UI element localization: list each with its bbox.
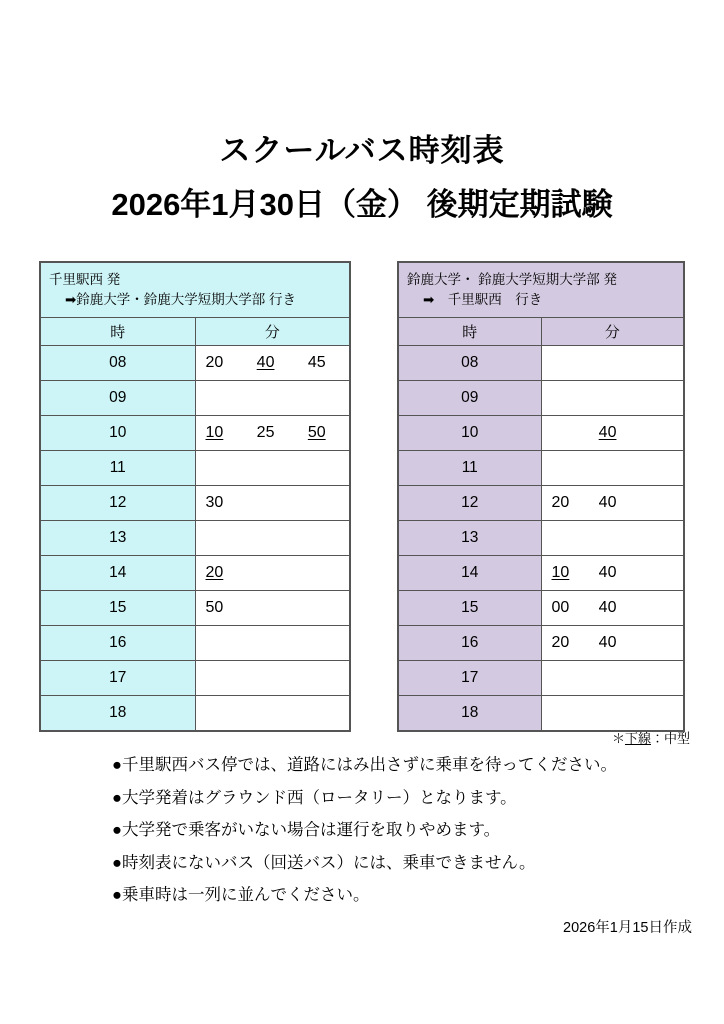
hour-cell: 14: [398, 556, 541, 591]
table-row: [40, 451, 350, 486]
note-item: ●大学発着はグラウンド西（ロータリー）となります。: [112, 788, 517, 807]
hour-cell: 08: [40, 346, 195, 381]
minute-slot: 20: [205, 564, 224, 581]
table-row: [40, 696, 350, 732]
table-row: [398, 486, 684, 521]
legend-footnote: [0, 728, 690, 747]
minutes-cell: [541, 556, 684, 591]
minute-slot: 40: [598, 634, 617, 651]
document-title-block: [0, 132, 724, 225]
page-subtitle: 2026年1月30日（金） 後期定期試験: [111, 186, 613, 222]
minutes-cell: [195, 661, 350, 696]
minutes-cell: [541, 486, 684, 521]
minutes-cell: [541, 381, 684, 416]
hour-cell: 10: [40, 416, 195, 451]
note-item: ●大学発で乗客がいない場合は運行を取りやめます。: [112, 821, 501, 839]
route-destination-label: ➡鈴鹿大学・鈴鹿大学短期大学部 行き: [65, 292, 297, 307]
minute-slot: 10: [205, 424, 224, 441]
hour-cell: 17: [398, 661, 541, 696]
minute-slot: 20: [205, 354, 224, 371]
table-row: [398, 521, 684, 556]
table-row: [398, 416, 684, 451]
hour-cell: 11: [40, 451, 195, 486]
route-origin-label: 鈴鹿大学・ 鈴鹿大学短期大学部 発: [407, 272, 618, 288]
route-destination-label: ➡ 千里駅西 行き: [423, 292, 543, 307]
minute-slot: 45: [307, 354, 326, 371]
hour-cell: 14: [40, 556, 195, 591]
table-row: [398, 661, 684, 696]
minute-slot: 25: [256, 424, 275, 441]
hour-cell: 08: [398, 346, 541, 381]
hour-cell: 15: [40, 591, 195, 626]
minutes-cell: [195, 626, 350, 661]
minute-slot: 50: [205, 599, 224, 616]
table-row: [40, 381, 350, 416]
table-header-row: [398, 262, 684, 318]
minute-slot: 40: [256, 354, 275, 371]
column-header-row: [398, 318, 684, 346]
hour-cell: 09: [398, 381, 541, 416]
table-row: [398, 556, 684, 591]
timetables-container: [39, 261, 685, 732]
hour-cell: 11: [398, 451, 541, 486]
minute-slot: 50: [307, 424, 326, 441]
note-item: ●千里駅西バス停では、道路にはみ出さずに乗車を待ってください。: [112, 756, 617, 774]
table-row: [40, 521, 350, 556]
notes-list: [112, 757, 712, 920]
minutes-cell: [195, 416, 350, 451]
minute-slot: 10: [551, 564, 570, 581]
route-header-outbound: [40, 262, 350, 318]
minute-slot: 40: [598, 564, 617, 581]
hour-cell: 13: [398, 521, 541, 556]
hour-cell: 18: [40, 696, 195, 732]
table-row: [40, 626, 350, 661]
minute-slot: 40: [598, 599, 617, 616]
created-date: 2026年1月15日作成: [563, 920, 692, 936]
table-row: [40, 416, 350, 451]
hour-cell: 13: [40, 521, 195, 556]
note-item: ●乗車時は一列に並んでください。: [112, 886, 370, 904]
minute-slot: 30: [205, 494, 224, 511]
column-header-minute: 分: [195, 318, 350, 346]
page-title: スクールバス時刻表: [219, 133, 505, 168]
column-header-hour: 時: [398, 318, 541, 346]
hour-cell: 17: [40, 661, 195, 696]
table-row: [398, 626, 684, 661]
column-header-hour: 時: [40, 318, 195, 346]
table-row: [40, 591, 350, 626]
route-header-inbound: [398, 262, 684, 318]
timetable-outbound: [39, 261, 351, 732]
minute-slot: 40: [598, 494, 617, 511]
minutes-cell: [541, 346, 684, 381]
minutes-cell: [541, 696, 684, 732]
minute-slot: 20: [551, 634, 570, 651]
minutes-cell: [195, 381, 350, 416]
footnote-suffix: ：中型: [650, 731, 690, 746]
minutes-cell: [195, 556, 350, 591]
minutes-cell: [541, 451, 684, 486]
minutes-cell: [195, 591, 350, 626]
minute-slot: 00: [551, 599, 570, 616]
footnote-prefix: ＊: [611, 731, 625, 746]
hour-cell: 09: [40, 381, 195, 416]
table-row: [398, 451, 684, 486]
hour-cell: 15: [398, 591, 541, 626]
minutes-cell: [195, 696, 350, 732]
minute-slot: 20: [551, 494, 570, 511]
minutes-cell: [195, 521, 350, 556]
hour-cell: 18: [398, 696, 541, 732]
minutes-cell: [541, 591, 684, 626]
hour-cell: 12: [40, 486, 195, 521]
table-row: [398, 346, 684, 381]
footnote-underline-term: 下線: [624, 731, 651, 746]
table-row: [40, 556, 350, 591]
minute-slot: 40: [598, 424, 617, 441]
hour-cell: 10: [398, 416, 541, 451]
hour-cell: 16: [40, 626, 195, 661]
hour-cell: 16: [398, 626, 541, 661]
minutes-cell: [541, 661, 684, 696]
minutes-cell: [195, 346, 350, 381]
table-row: [398, 696, 684, 732]
table-row: [40, 346, 350, 381]
minutes-cell: [541, 626, 684, 661]
table-row: [40, 661, 350, 696]
table-row: [398, 591, 684, 626]
hour-cell: 12: [398, 486, 541, 521]
column-header-minute: 分: [541, 318, 684, 346]
column-header-row: [40, 318, 350, 346]
minutes-cell: [541, 521, 684, 556]
timetable-inbound: [397, 261, 685, 732]
minutes-cell: [195, 451, 350, 486]
table-row: [40, 486, 350, 521]
table-header-row: [40, 262, 350, 318]
table-row: [398, 381, 684, 416]
minutes-cell: [195, 486, 350, 521]
minutes-cell: [541, 416, 684, 451]
route-origin-label: 千里駅西 発: [49, 272, 121, 288]
note-item: ●時刻表にないバス（回送バス）には、乗車できません。: [112, 853, 536, 872]
